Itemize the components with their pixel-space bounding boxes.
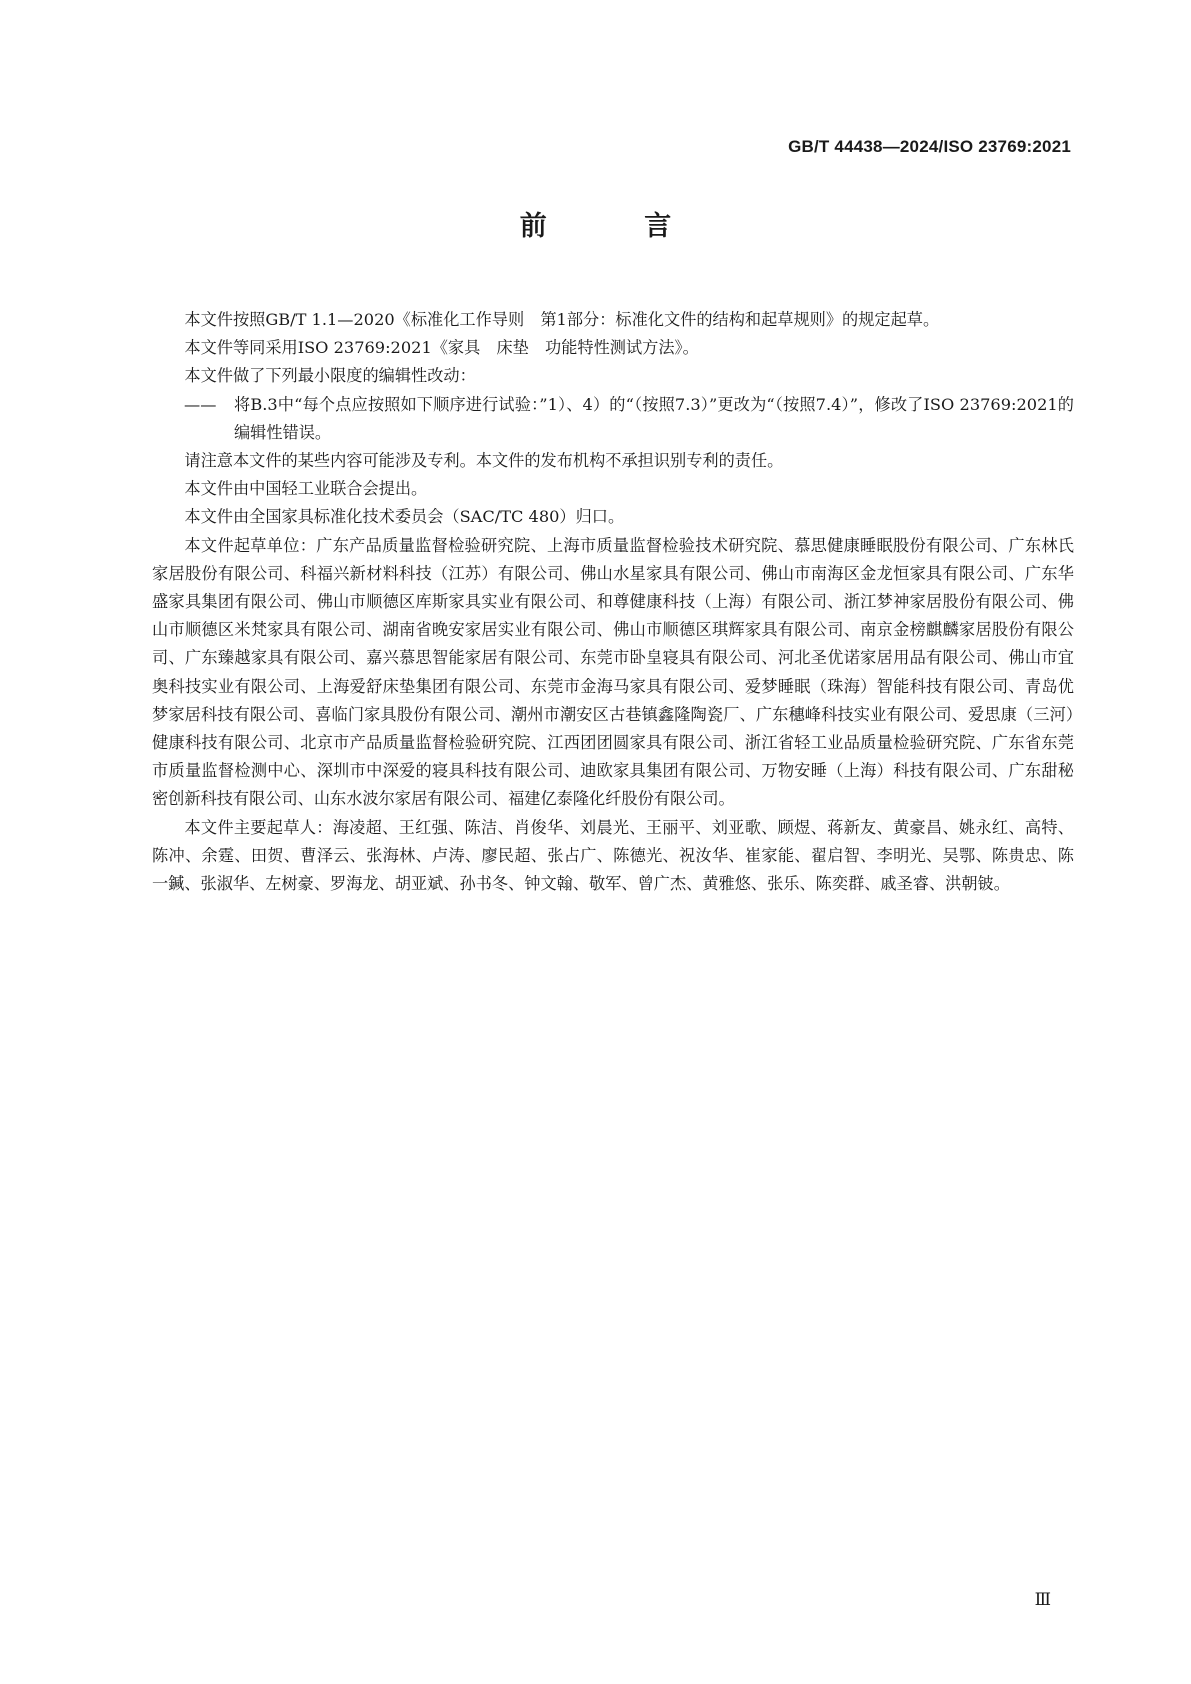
paragraph-main-drafters: 本文件主要起草人：海凌超、王红强、陈洁、肖俊华、刘晨光、王丽平、刘亚歌、顾煜、蒋新友、黄豪昌、姚永红、高特、陈冲、余霆、田贺、曹泽云、张海林、卢涛、廖民超、张占广、陈德光、祝汝华、崔家能、翟启智、李明光、吴鄂、陈贵忠、陈一鍼、张淑华、左树豪、罗海龙、胡亚斌、孙书冬、钟文翰、敬军、曾广杰、黄雅悠、张乐、陈奕群、戚圣睿、洪朝铍。	[152, 817, 1074, 894]
standard-code: GB/T 44438—2024/ISO 23769:2021	[788, 137, 1071, 156]
page-number: Ⅲ	[1034, 1590, 1051, 1610]
paragraph-adoption: 本文件等同采用ISO 23769:2021《家具 床垫 功能特性测试方法》。	[184, 338, 699, 358]
list-item-text: 将B.3中“每个点应按照如下顺序进行试验：”1）、4）的“（按照7.3）”更改为“（按照7.4）”，修改了ISO 23769:2021的编辑性错误。	[234, 394, 1074, 442]
foreword-body	[152, 306, 1074, 898]
list-item-editorial-change	[152, 391, 1074, 447]
paragraph-editorial-changes: 本文件做了下列最小限度的编辑性改动：	[184, 366, 476, 386]
dash-marker: ——	[184, 394, 217, 414]
paragraph-drafting-organizations: 本文件起草单位：广东产品质量监督检验研究院、上海市质量监督检验技术研究院、慕思健康睡眠股份有限公司、广东林氏家居股份有限公司、科福兴新材料科技（江苏）有限公司、佛山水星家具有限公司、佛山市南海区金龙恒家具有限公司、广东华盛家具集团有限公司、佛山市顺德区库斯家具实业有限公司、和尊健康科技（上海）有限公司、浙江梦神家居股份有限公司、佛山市顺德区米梵家具有限公司、湖南省晚安家居实业有限公司、佛山市顺德区琪辉家具有限公司、南京金榜麒麟家居股份有限公司、广东臻越家具有限公司、嘉兴慕思智能家居有限公司、东莞市卧皇寝具有限公司、河北圣优诺家居用品有限公司、佛山市宜奥科技实业有限公司、上海爱舒床垫集团有限公司、东莞市金海马家具有限公司、爱梦睡眠（珠海）智能科技有限公司、青岛优梦家居科技有限公司、喜临门家具股份有限公司、潮州市潮安区古巷镇鑫隆陶瓷厂、广东穗峰科技实业有限公司、爱思康（三河）健康科技有限公司、北京市产品质量监督检验研究院、江西团团圆家具有限公司、浙江省轻工业品质量检验研究院、广东省东莞市质量监督检测中心、深圳市中深爱的寝具科技有限公司、迪欧家具集团有限公司、万物安睡（上海）科技有限公司、广东甜秘密创新科技有限公司、山东水波尔家居有限公司、福建亿泰隆化纤股份有限公司。	[152, 535, 1074, 809]
paragraph-under-jurisdiction: 本文件由全国家具标准化技术委员会（SAC/TC 480）归口。	[184, 507, 625, 527]
paragraph-drafting-rules: 本文件按照GB/T 1.1—2020《标准化工作导则 第1部分：标准化文件的结构和起草规则》的规定起草。	[184, 310, 940, 329]
page-title: 前 言	[519, 211, 716, 242]
paragraph-patent-notice: 请注意本文件的某些内容可能涉及专利。本文件的发布机构不承担识别专利的责任。	[184, 451, 784, 471]
paragraph-proposed-by: 本文件由中国轻工业联合会提出。	[184, 479, 428, 499]
